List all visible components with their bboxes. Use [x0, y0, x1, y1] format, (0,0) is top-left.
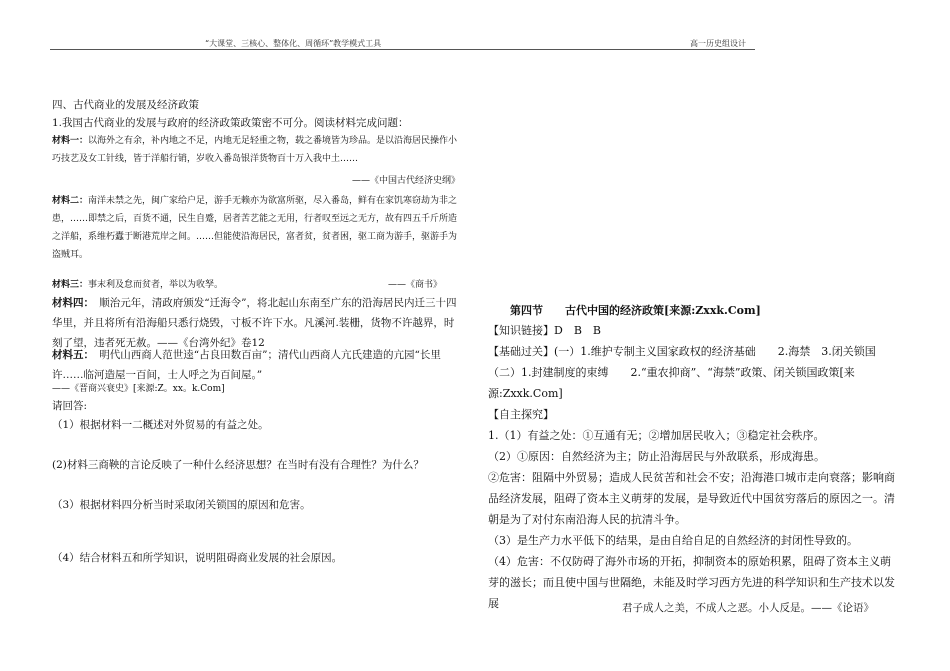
question-4: （4）结合材料五和所学知识，说明阻碍商业发展的社会原因。 [52, 552, 343, 564]
question-1: （1）根据材料一二概述对外贸易的有益之处。 [52, 419, 269, 431]
material-1 [52, 132, 460, 168]
answer-4: （3）是生产力水平低下的结果，是由自给自足的自然经济的封闭性导致的。 [488, 534, 858, 547]
footer-quote: 君子成人之美，不成人之恶。小人反是。——《论语》 [622, 602, 874, 614]
answer-3: ②危害：阻隔中外贸易；造成人民贫苦和社会不安；沿海港口城市走向衰落；影响商品经济发展，阻碍了资本主义萌芽的发展，是导致近代中国贫穷落后的原因之一。清朝是为了对付东南沿海人民的抗清斗争。 [488, 471, 895, 526]
material-5-text: 明代山西商人范世逵“占良田数百亩”；清代山西商人亢氏建造的亢园“长里许……临河造屋一百间，士人呼之为百间屋。” [52, 349, 441, 381]
header-divider [50, 49, 755, 50]
material-1-source: ——《中国古代经济史纲》 [351, 176, 460, 186]
answer-5: （4）危害：不仅防碍了海外市场的开拓，抑制资本的原始积累，阻碍了资本主义萌芽的滋长；而且使中国与世隔绝，未能及时学习西方先进的科学知识和生产技术以发展 [488, 555, 895, 610]
knowledge-link: 【知识链接】D B B [488, 324, 601, 337]
answer-1: 1.（1）有益之处：①互通有无；②增加居民收入；③稳定社会秩序。 [488, 429, 825, 442]
question-2: (2)材料三商鞅的言论反映了一种什么经济思想？在当时有没有合理性？为什么？ [52, 459, 424, 471]
material-4 [52, 293, 460, 353]
header-right: 高一历史组设计 [690, 39, 746, 48]
question-intro: 1.我国古代商业的发展与政府的经济政策政策密不可分。阅读材料完成问题： [52, 117, 409, 129]
material-1-text: 以海外之有余，补内地之不足，内地无足轻重之物，载之番境皆为珍品。是以沿海居民操作小巧技艺及女工针线，皆于洋船行销，岁收入番岛银洋货物百十万入我中土…… [52, 136, 458, 164]
question-3: （3）根据材料四分析当时采取闭关锁国的原因和危害。 [52, 499, 311, 511]
material-3-text: 事末利及怠而贫者，举以为收孥。 [88, 280, 224, 290]
material-2 [52, 192, 460, 264]
material-5-label: 材料五： [52, 349, 89, 361]
material-3-label: 材料三： [52, 280, 89, 290]
material-2-text: 南洋未禁之先，闽广家给户足，游手无赖亦为欲富所驱，尽入番岛，鲜有在家饥寒窃劫为非之患，……即禁之后，百货不通，民生自蹙，居者苦艺能之无用，行者叹至远之无方，故有四五千斤所造之洋船，系维朽蠹于断港荒岸之间。……但能使沿海居民，富者贫，贫者困，驱工商为游手，驱游手为盗贼耳。 [52, 196, 458, 260]
material-1-label: 材料一： [52, 136, 89, 146]
material-4-label: 材料四： [52, 297, 89, 309]
material-5 [52, 345, 460, 385]
section-title: 四、古代商业的发展及经济政策 [52, 99, 199, 111]
material-3-source: ——《商书》 [388, 280, 443, 290]
material-4-text: 顺治元年，清政府颁发“迁海令”，将北起山东南至广东的沿海居民内迁三十四华里，并且将所有沿海船只悉行烧毁，寸板不许下水。凡溪河.装栅，货物不许越界，时刻了望，违者死无赦。——《台湾外纪》卷12 [52, 297, 457, 349]
please-answer: 请回答: [52, 400, 88, 412]
basic-review: 【基础过关】(一）1.维护专制主义国家政权的经济基础 2.海禁 3.闭关锁国 [488, 345, 876, 358]
self-study-heading: 【自主探究】 [488, 408, 554, 421]
section-heading: 第四节 古代中国的经济政策[来源:Zxxk.Com] [510, 304, 761, 317]
basic-review-part-2: （二）1.封建制度的束缚 2.“重农抑商”、“海禁”政策、闭关锁国政策[来源:Zxxk.Com] [488, 366, 855, 400]
material-2-label: 材料二： [52, 196, 89, 206]
answer-2: （2）①原因：自然经济为主；防止沿海居民与外敌联系，形成海患。 [488, 450, 825, 463]
header-left: “大课堂、三核心、整体化、周循环”教学模式工具 [205, 39, 382, 48]
material-5-source: ——《晋商兴衰史》[来源:Z。xx。k.Com] [52, 384, 225, 394]
